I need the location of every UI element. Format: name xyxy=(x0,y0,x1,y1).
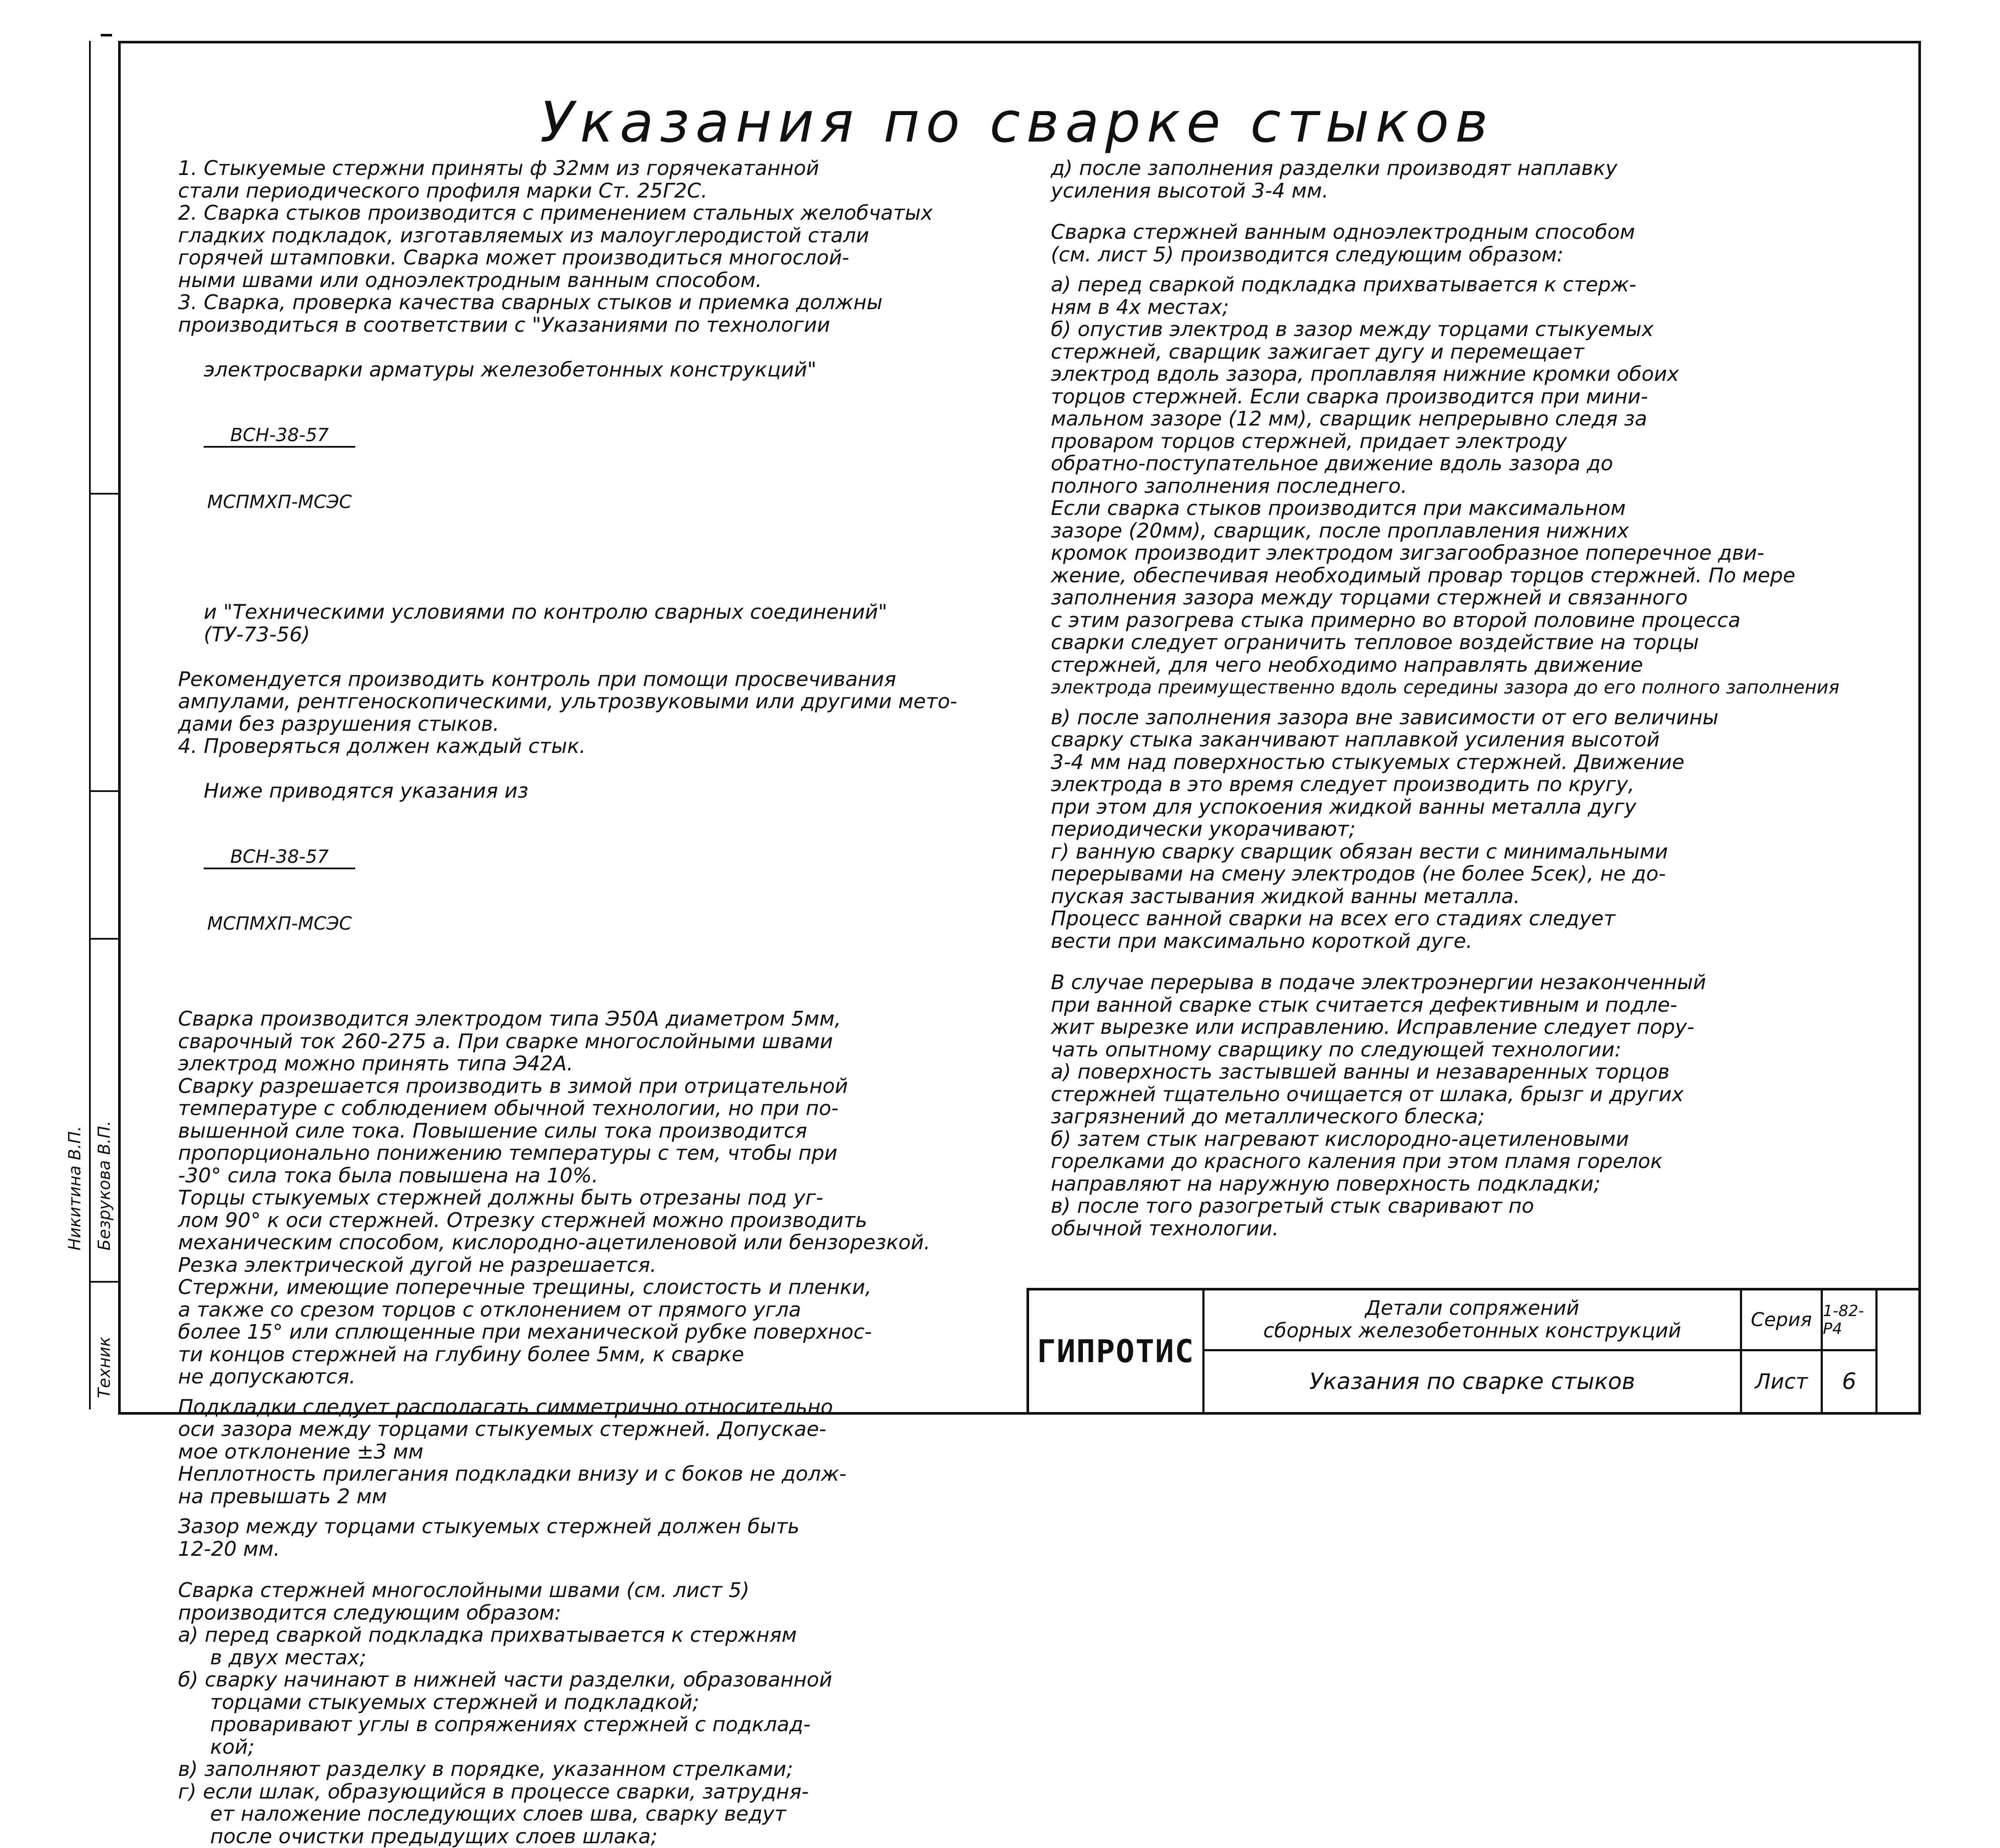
text-line: Зазор между торцами стыкуемых стержней должен быть xyxy=(178,1515,800,1538)
text-line: Торцы стыкуемых стержней должны быть отрезаны под уг- xyxy=(178,1186,823,1209)
text-line: лом 90° к оси стержней. Отрезку стержней можно производить xyxy=(178,1208,868,1232)
text-line: гладких подкладок, изготавляемых из малоуглеродистой стали xyxy=(178,223,869,247)
text-line: стержней тщательно очищается от шлака, брызг и других xyxy=(1051,1082,1684,1106)
text-line: 1. Стыкуемые стержни приняты ф 32мм из горячекатанной xyxy=(178,156,819,180)
text-line: -30° сила тока была повышена на 10%. xyxy=(178,1163,598,1187)
text-line: Стержни, имеющие поперечные трещины, слоистость и пленки, xyxy=(178,1275,872,1299)
text-line: обычной технологии. xyxy=(1051,1216,1279,1240)
text-line: б) затем стык нагревают кислородно-ацетиленовыми xyxy=(1051,1127,1629,1151)
text-line: перерывами на смену электродов (не более 5сек), не до- xyxy=(1051,862,1666,885)
text-line: сварки следует ограничить тепловое воздействие на торцы xyxy=(1051,630,1699,654)
text-line: торцами стыкуемых стержней и подкладкой; xyxy=(178,1690,700,1714)
sheet-label: Лист xyxy=(1742,1351,1823,1412)
text-line: производится следующим образом: xyxy=(178,1600,561,1624)
text-line: ням в 4х местах; xyxy=(1051,295,1229,319)
text-line: Подкладки следует располагать симметрично относительно xyxy=(178,1395,833,1419)
text-line: 3. Сварка, проверка качества сварных стыков и приемка должны xyxy=(178,290,883,314)
stamp-title-line-1: Детали сопряжений xyxy=(1365,1296,1580,1320)
text-line: мое отклонение ±3 мм xyxy=(178,1439,424,1463)
text-line: проваром торцов стержней, придает электроду xyxy=(1051,429,1567,453)
text-line: при этом для успокоения жидкой ванны металла дугу xyxy=(1051,795,1637,818)
text-line: а) перед сваркой подкладка прихватывается к стерж- xyxy=(1051,273,1637,296)
fraction-denominator: МСПМХП-МСЭС xyxy=(207,491,352,512)
side-role: Техник xyxy=(95,1336,114,1398)
title-block xyxy=(1026,1288,1921,1412)
fraction-denominator: МСПМХП-МСЭС xyxy=(207,912,352,934)
text-line: Рекомендуется производить контроль при помощи просвечивания xyxy=(178,667,896,691)
text-line: 3-4 мм над поверхностью стыкуемых стержней. Движение xyxy=(1051,750,1685,774)
text-line: Сварку разрешается производить в зимой при отрицательной xyxy=(178,1074,848,1098)
text-line: при ванной сварке стык считается дефективным и подле- xyxy=(1051,993,1677,1016)
binding-divider xyxy=(89,1281,118,1283)
side-name-2: Никитина В.П. xyxy=(65,1126,84,1251)
text-line: стержней, для чего необходимо направлять движение xyxy=(1051,653,1643,676)
text-fragment: и "Техническими условиями по контролю сварных соединений" xyxy=(204,600,888,624)
binding-divider xyxy=(89,493,118,495)
text-line: зазоре (20мм), сварщик, после проплавления нижних xyxy=(1051,518,1629,542)
text-line: стержней, сварщик зажигает дугу и перемещает xyxy=(1051,340,1584,363)
text-line: д) после заполнения разделки производят наплавку xyxy=(1051,156,1617,180)
text-line: в двух местах; xyxy=(178,1645,366,1669)
corner-mark xyxy=(101,34,112,36)
text-line: вышенной силе тока. Повышение силы тока производится xyxy=(178,1119,807,1142)
text-line: производиться в соответствии с "Указаниями по технологии xyxy=(178,313,830,337)
text-line: Неплотность прилегания подкладки внизу и с боков не долж- xyxy=(178,1462,847,1485)
text-line: пропорционально понижению температуры с тем, чтобы при xyxy=(178,1141,838,1165)
text-line: ет наложение последующих слоев шва, сварку ведут xyxy=(178,1802,786,1825)
text-line: Если сварка стыков производится при максимальном xyxy=(1051,496,1626,520)
text-line: горелками до красного каления при этом пламя горелок xyxy=(1051,1149,1663,1173)
text-line: В случае перерыва в подаче электроэнергии незаконченный xyxy=(1051,970,1706,994)
text-line: б) опустив электрод в зазор между торцами стыкуемых xyxy=(1051,317,1654,341)
stamp-sheet-title: Указания по сварке стыков xyxy=(1205,1351,1742,1412)
binding-divider xyxy=(89,790,118,792)
binding-divider xyxy=(89,938,118,940)
series-value: 1-82-Р4 xyxy=(1823,1290,1878,1351)
text-line: температуре с соблюдением обычной технологии, но при по- xyxy=(178,1096,839,1120)
text-line: жит вырезке или исправлению. Исправление следует пору- xyxy=(1051,1015,1694,1039)
text-line: ти концов стержней на глубину более 5мм, к сварке xyxy=(178,1342,744,1366)
text-line: периодически укорачивают; xyxy=(1051,817,1356,841)
text-line: в) после заполнения зазора вне зависимости от его величины xyxy=(1051,705,1719,729)
text-line: механическим способом, кислородно-ацетиленовой или бензорезкой. xyxy=(178,1231,931,1254)
text-line: электрод вдоль зазора, проплавляя нижние кромки обоих xyxy=(1051,362,1679,386)
text-line: Процесс ванной сварки на всех его стадиях следует xyxy=(1051,907,1616,930)
sheet-number: 6 xyxy=(1823,1351,1878,1412)
text-line: 4. Проверяться должен каждый стык. xyxy=(178,734,586,758)
text-line: чать опытному сварщику по следующей технологии: xyxy=(1051,1037,1622,1061)
text-line: заполнения зазора между торцами стержней и связанного xyxy=(1051,586,1688,609)
text-line: на превышать 2 мм xyxy=(178,1484,387,1508)
text-fragment: электросварки арматуры железобетонных конструкций" xyxy=(204,357,817,381)
text-line: усиления высотой 3-4 мм. xyxy=(1051,178,1329,202)
text-line: направляют на наружную поверхность подкладки; xyxy=(1051,1172,1601,1195)
text-line: электрода в это время следует производить по кругу, xyxy=(1051,772,1635,796)
org-logo: ГИПРОТИС xyxy=(1029,1290,1205,1412)
text-line xyxy=(178,336,1003,579)
text-line: загрязнений до металлического блеска; xyxy=(1051,1105,1485,1128)
text-line: а также со срезом торцов с отклонением от прямого угла xyxy=(178,1297,801,1321)
text-line: полного заполнения последнего. xyxy=(1051,474,1407,498)
text-line: оси зазора между торцами стыкуемых стержней. Допускае- xyxy=(178,1417,826,1441)
text-line: кой; xyxy=(178,1735,255,1759)
text-line: горячей штамповки. Сварка может производиться многослой- xyxy=(178,246,849,269)
text-line: обратно-поступательное движение вдоль зазора до xyxy=(1051,452,1613,475)
page-title: Указания по сварке стыков xyxy=(540,90,1494,155)
text-line: вести при максимально короткой дуге. xyxy=(1051,929,1472,953)
text-line: не допускаются. xyxy=(178,1365,356,1388)
text-line: Сварка производится электродом типа Э50А диаметром 5мм, xyxy=(178,1007,841,1030)
text-line: Сварка стержней многослойными швами (см. лист 5) xyxy=(178,1578,749,1602)
text-line: ампулами, рентгеноскопическими, ультрозвуковыми или другими мето- xyxy=(178,690,957,713)
reference: (ТУ-73-56) xyxy=(204,622,310,646)
text-line: 2. Сварка стыков производится с применением стальных желобчатых xyxy=(178,201,933,224)
text-line: с этим разогрева стыка примерно во второй половине процесса xyxy=(1051,608,1741,632)
text-line xyxy=(178,758,1003,1000)
text-line: а) поверхность застывшей ванны и незаваренных торцов xyxy=(1051,1060,1670,1083)
text-line: а) перед сваркой подкладка прихватывается к стержням xyxy=(178,1623,797,1647)
text-line: мальном зазоре (12 мм), сварщик непрерывно следя за xyxy=(1051,407,1647,430)
text-line: дами без разрушения стыков. xyxy=(178,712,499,736)
text-line: г) ванную сварку сварщик обязан вести с минимальными xyxy=(1051,839,1668,863)
text-line: в) после того разогретый стык сваривают по xyxy=(1051,1194,1534,1218)
left-column xyxy=(178,157,1003,1848)
text-fragment: Ниже приводятся указания из xyxy=(204,779,528,802)
text-line: ными швами или одноэлектродным ванным способом. xyxy=(178,268,762,292)
reference-fraction xyxy=(204,802,355,978)
text-line: электрода преимущественно вдоль середины зазора до его полного заполнения xyxy=(1051,676,1840,698)
fraction-numerator: ВСН-38-57 xyxy=(204,846,355,869)
text-line: жение, обеспечивая необходимый провар торцов стержней. По мере xyxy=(1051,563,1795,587)
text-line: сварку стыка заканчивают наплавкой усиления высотой xyxy=(1051,728,1660,751)
stamp-title-line-2: сборных железобетонных конструкций xyxy=(1263,1319,1681,1342)
text-line: (см. лист 5) производится следующим образом: xyxy=(1051,242,1564,266)
text-line: Сварка стержней ванным одноэлектродным способом xyxy=(1051,220,1635,244)
stamp-title xyxy=(1205,1290,1742,1351)
text-line: более 15° или сплющенные при механической рубке поверхнос- xyxy=(178,1320,872,1343)
fraction-numerator: ВСН-38-57 xyxy=(204,424,355,448)
text-line xyxy=(178,579,1003,668)
text-line: кромок производит электродом зигзагообразное поперечное дви- xyxy=(1051,541,1765,564)
right-column xyxy=(1051,157,1867,1240)
series-label: Серия xyxy=(1742,1290,1823,1351)
text-line: сварочный ток 260-275 а. При сварке многослойными швами xyxy=(178,1029,833,1053)
text-line: в) заполняют разделку в порядке, указанном стрелками; xyxy=(178,1757,793,1781)
reference-fraction xyxy=(204,381,355,556)
text-line: стали периодического профиля марки Ст. 25Г2С. xyxy=(178,178,708,202)
side-name-1: Безрукова В.П. xyxy=(95,1120,114,1251)
text-line: торцов стержней. Если сварка производится при мини- xyxy=(1051,384,1648,408)
text-line: г) если шлак, образующийся в процессе сварки, затрудня- xyxy=(178,1779,809,1803)
text-line: 12-20 мм. xyxy=(178,1537,280,1561)
text-line: после очистки предыдущих слоев шлака; xyxy=(178,1824,658,1848)
text-line: Резка электрической дугой не разрешается. xyxy=(178,1253,657,1277)
text-line: пуская застывания жидкой ванны металла. xyxy=(1051,884,1520,908)
text-line: проваривают углы в сопряжениях стержней с подклад- xyxy=(178,1713,811,1736)
text-line: б) сварку начинают в нижней части разделки, образованной xyxy=(178,1668,832,1691)
text-line: электрод можно принять типа Э42А. xyxy=(178,1052,573,1075)
